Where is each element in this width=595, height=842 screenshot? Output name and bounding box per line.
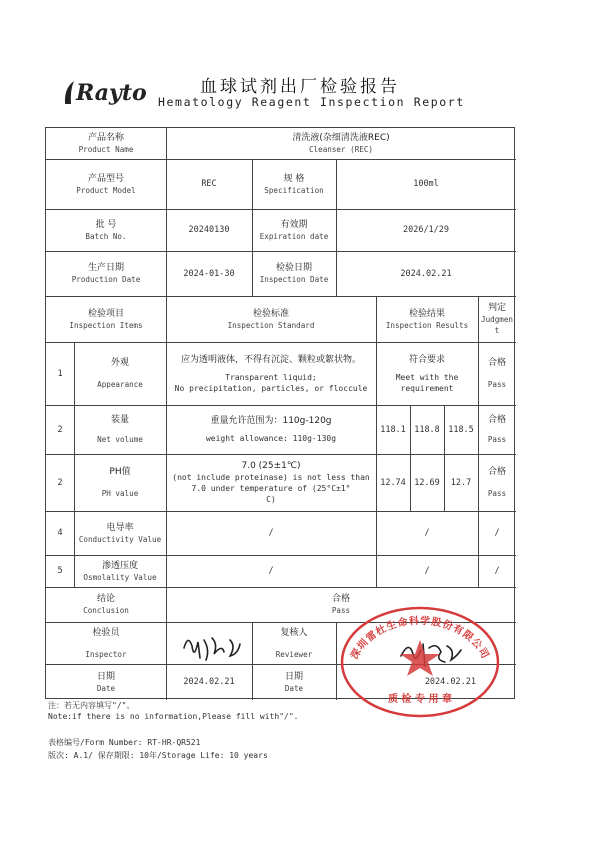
judgment-appearance: 合格 Pass bbox=[487, 358, 507, 389]
review-date-label: 日期 Date bbox=[284, 671, 304, 693]
date-label: 日期 Date bbox=[96, 671, 116, 693]
result-osmolality: / bbox=[424, 566, 430, 576]
specification-label: 规 格 Specification bbox=[264, 173, 324, 195]
product-name-value: 清洗液(杂细清洗液REC) Cleanser (REC) bbox=[292, 133, 390, 154]
inspector-label: 检验员 Inspector bbox=[85, 627, 127, 659]
item-osmolality: 渗透压度 Osmolality Value bbox=[83, 560, 157, 582]
result-conductivity: / bbox=[424, 528, 430, 538]
conclusion-label: 结论 Conclusion bbox=[83, 594, 129, 615]
logo-text: Rayto bbox=[76, 80, 147, 106]
judgment-net-volume: 合格 Pass bbox=[487, 415, 507, 444]
result-cell: 118.8 bbox=[414, 424, 440, 435]
quality-seal-icon bbox=[338, 598, 502, 718]
rayto-logo bbox=[60, 78, 147, 110]
item-ph-value: PH值 PH value bbox=[101, 467, 139, 498]
version-storage: 版次: A.1/ 保存期限: 10年/Storage Life: 10 years bbox=[48, 751, 268, 760]
inspection-date-label: 检验日期 Inspection Date bbox=[259, 263, 329, 284]
batch-no-value: 20240130 bbox=[188, 225, 230, 235]
header-inspection-standard: 检验标准 Inspection Standard bbox=[227, 308, 315, 330]
product-model-label: 产品型号 Product Model bbox=[76, 173, 136, 195]
batch-no-label: 批 号 Batch No. bbox=[85, 219, 127, 241]
result-cell: 118.1 bbox=[380, 424, 406, 435]
product-name-label: 产品名称 Product Name bbox=[78, 133, 134, 154]
standard-appearance: 应为透明液体，不得有沉淀、颗粒或絮状物。 Transparent liquid; No precipitation, particles, or floccule bbox=[174, 354, 368, 393]
title-en: Hematology Reagent Inspection Report bbox=[158, 95, 465, 109]
inspector-signature-icon bbox=[180, 630, 250, 666]
result-cell: 12.74 bbox=[380, 477, 406, 488]
item-appearance: 外观 Appearance bbox=[97, 358, 143, 389]
review-date-value: 2024.02.21 bbox=[424, 677, 476, 687]
svg-text:深圳雷杜生命科学股份有限公司: 深圳雷杜生命科学股份有限公司 bbox=[349, 615, 491, 662]
form-number: 表格编号/Form Number: RT-HR-QR521 bbox=[48, 738, 201, 747]
expiration-label: 有效期 Expiration date bbox=[259, 219, 329, 241]
row-number: 5 bbox=[57, 566, 63, 576]
production-date-value: 2024-01-30 bbox=[183, 268, 235, 279]
inspect-date-value: 2024.02.21 bbox=[183, 677, 235, 687]
standard-net-volume: 重量允许范围为：110g-120g weight allowance: 110g-130g bbox=[205, 416, 337, 443]
header-judgment: 判定 Judgmen t bbox=[481, 303, 514, 335]
header-inspection-items: 检验项目 Inspection Items bbox=[69, 308, 143, 330]
note-cn: 注：若无内容填写"/"。 bbox=[48, 701, 135, 710]
row-number: 2 bbox=[57, 424, 63, 435]
svg-text:质 检 专 用 章: 质 检 专 用 章 bbox=[388, 694, 452, 705]
header-inspection-results: 检验结果 Inspection Results bbox=[385, 308, 469, 330]
judgment-osmolality: / bbox=[494, 566, 500, 576]
note-en: Note:if there is no information,Please fill with"/". bbox=[48, 712, 299, 721]
reviewer-label: 复核人 Reviewer bbox=[275, 627, 313, 659]
result-cell: 12.69 bbox=[414, 477, 440, 488]
production-date-label: 生产日期 Production Date bbox=[71, 263, 141, 284]
result-cell: 12.7 bbox=[450, 477, 472, 488]
standard-conductivity: / bbox=[268, 528, 274, 538]
title-cn: 血球试剂出厂检验报告 bbox=[200, 77, 400, 97]
specification-value: 100ml bbox=[413, 179, 439, 189]
judgment-ph-value: 合格 Pass bbox=[487, 467, 507, 498]
row-number: 1 bbox=[57, 368, 63, 379]
product-model-value: REC bbox=[201, 179, 217, 189]
conclusion-value: 合格 Pass bbox=[331, 594, 351, 615]
result-cell: 118.5 bbox=[448, 424, 474, 435]
item-net-volume: 装量 Net volume bbox=[97, 415, 143, 444]
result-appearance: 符合要求 Meet with the requirement bbox=[395, 354, 459, 393]
standard-osmolality: / bbox=[268, 566, 274, 576]
row-number: 2 bbox=[57, 477, 63, 488]
standard-ph-value: 7.0 (25±1℃) (not include proteinase) is not less than 7.0 under temperature of (25°C±1° C) bbox=[172, 461, 370, 504]
inspection-date-value: 2024.02.21 bbox=[400, 268, 452, 279]
row-number: 4 bbox=[57, 528, 63, 538]
expiration-value: 2026/1/29 bbox=[402, 225, 450, 235]
item-conductivity: 电导率 Conductivity Value bbox=[78, 522, 162, 544]
judgment-conductivity: / bbox=[494, 528, 500, 538]
